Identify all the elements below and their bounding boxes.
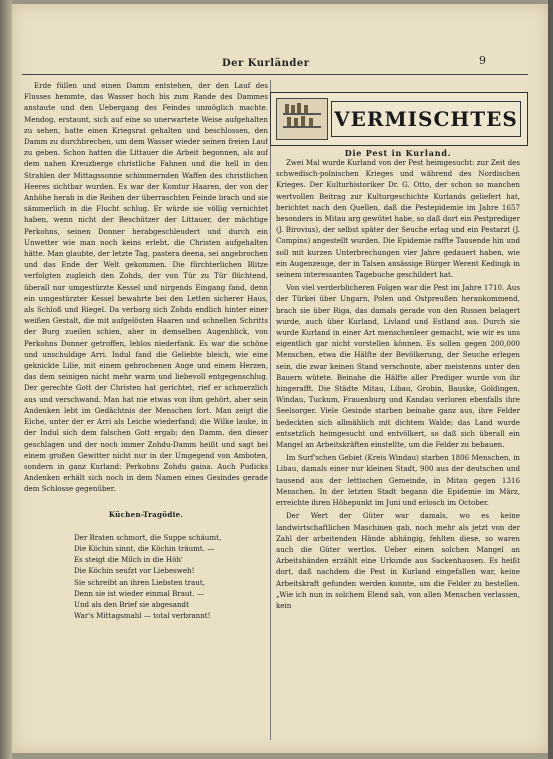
right-paragraph: Von viel verderblicheren Folgen war die Pest im Jahre 1710. Aus der Türkei über Ungarn, Polen und Ostpreußen herankommend, brach sie über Riga, das damals gerade von den Russen belagert wurde, auch über Kurland, Livland und Estland aus. Durch sie wurde Kurland in einer Art menschenleer gemacht, wie wir es uns eigentlich gar nicht vorstellen können. Es sollen gegen 200,000 Menschen, etwa die Hälfte der Bevölkerung, der Seuche erlegen sein, die zwar keinen Stand verschonte, aber meistenns unter den Bauern wütete. Beinahe die Hälfte aller Prediger wurde von ihr hingerafft. Die Städte Mitau, Libau, Grobin, Bauske, Goldingen, Windau, Tuckum, Frauenburg und Kandau verloren ebenfalls ihre Seelsorger. Viele Gesinde starben beinahe ganz aus, ihre Felder bedeckten sich allmählich mit dichtem Walde; das Land wurde entsetzlich heimgesucht und entvölkert, so daß sich überall ein Mangel an Arbeitskräften einstellte, um die Felder zu bebauen. [276,283,520,450]
section-banner-title: VERMISCHTES [331,101,521,137]
right-paragraph: Im Surf'schen Gebiet (Kreis Windau) starben 1806 Menschen, in Libau, damals einer nur kleinen Stadt, 900 aus der deutschen und tausend aus der lettischen Gemeinde, in Mitau gegen 1316 Menschen. In der letzten Stadt begann die Epidemie im März, erreichte ihren Höhepunkt im Juni und erlosch im October. [276,453,520,508]
book-spine-mark [301,116,305,126]
article-title: Die Pest in Kurland. [344,148,452,158]
right-column [276,157,520,740]
poem [24,532,268,622]
right-paragraph: Der Wert der Güter war damals, wo es keine landwirtschaftlichen Maschinen gab, noch mehr als jetzt von der Zahl der arbeitenden Hände abhängig, fehlten diese, so waren auch die Güter wertlos. Ueber einen solchen Mangel an Arbeitshänden erzählt eine Urkunde aus Sackenhausen. Es heißt dort, daß nachdem die Pest in Kurland eingefallen war, keine Arbeitskraft gefunden werden konnte, um die Felder zu bestellen. „Wie ich nun in solchem Elend sah, von allen Menschen verlassen, kein [276,511,520,610]
book-spine-mark [287,117,291,126]
left-column [24,80,268,740]
book-spine-mark [285,104,289,113]
page-header [12,54,548,74]
header-rule [22,74,528,75]
book-spine-mark [304,105,308,113]
header-title: Der Kurländer [222,58,310,69]
section-banner [270,92,528,146]
poem-line: Die Köchin sinnt, die Köchin träumt. — [74,543,215,553]
poem-line: Sie schreibt an ihren Liebsten traut, [74,577,205,587]
bookshelf-illustration [276,98,328,140]
poem-line: Es steigt die Milch in die Höh' [74,555,183,565]
right-paragraph: Zwei Mal wurde Kurland von der Pest heimgesucht: zur Zeit des schwedisch-polnischen Krieges und während des Nordischen Krieges. Der Kulturhistoriker Dr. G. Otto, der schon so manchen wertvollen Beitrag zur Kulturgeschichte Kurlands geliefert hat, berichtet nach den Quellen, daß die Pestepidemie im Jahre 1657 besonders in Mitau arg gewütet habe, so daß dort ein Pestprediger (J. Birovius), der selbst später der Seuche erlag und ein Pestarzt (J. Compins) angestellt wurden. Die Epidemie raffte Tausende hin und soll mit kurzen Unterbrechungen vier Jahre gedauert haben, wie ein Augenzeuge, der in Talsen ansässige Bürger Werent Kedingk in seinem interessanten Tagebuche geschildert hat. [276,158,520,280]
poem-line: Der Braten schmort, die Suppe schäumt, [74,532,222,542]
poem-line: War's Mittagsmahl — total verbrannt! [74,611,211,621]
shelf-line [283,113,321,115]
book-spine-mark [309,118,313,126]
poem-line: Die Köchin seufzt vor Liebesweh! [74,566,195,576]
book-spine [0,0,12,759]
newspaper-page [12,4,548,753]
column-divider [270,80,271,740]
page-number: 9 [479,54,486,67]
book-spine-mark [291,105,295,113]
poem-line: Und als den Brief sie abgesandt [74,599,189,609]
book-spine-mark [294,118,298,126]
book-spine-mark [297,103,301,113]
page-edge [548,0,553,759]
poem-line: Denn sie ist wieder einmal Braut. — [74,588,204,598]
poem-title: Küchen-Tragödie. [108,509,184,519]
shelf-line [283,126,321,128]
left-paragraph: Erde füllen und einen Damm entstehen, der den Lauf des Flusses hemmte, das Wasser hoch bis zum Rande des Dammes anstaute und den Uebergang des Feindes unmöglich machte. Mendog, erstaunt, sich auf eine so unerwartete Weise aufgehalten zu sehen, hatte einen Kriegsrat gehalten und beschlossen, den Damm zu durchbrechen, um dem Wasser wieder seinen freien Lauf zu geben. Schon hatten die Littauer die Arbeit begonnen, als auf dem nahen Kreuzberge christliche Fahnen und die hell in den Strahlen der Mittagssonne schimmernden Waffen des christlichen Heeres sichtbar wurden. Es war der Komtur Haaren, der von der Anhöhe herab in die Reihen der überraschten Feinde brach und sie sämmerlich in die Flucht schlug. Er würde sie völlig vernichtet haben, wenn nicht der Beschützer der Littauer, der mächtige Perkohns, seinen Donner herabgeschleudert und durch ein Unwetter wie man noch keins erlebt, die Christen aufgehalten hätte. Man glaubte, der letzte Tag, pastera deena, sei angebrochen und das Ende der Welt gekommen. Die fürchterlichen Blitze verfolgten zugleich den Zohds, der von Tür zu Tür flüchtend, überall nur umgestürzte Kessel und nirgends Eingang fand, denn ein umgestürzter Kessel bewahrte bei den Letten sicherer Haus, als Schloß und Riegel. Da verbarg sich Zohds endlich hinter einer weißen Gestalt, die mit aufgelösten Haaren und schnellen Schritts der Burg zueilen schien, aber in demselben Augenblick, von Perkohns Donner getroffen, leblos niederfank. Es war die schöne und unschuldige Arri. Indul fand die Geliebte bleich, wie eine geknickte Lilie, mit einem gebrochenen Auge und einem Herzen, das dem seinigen nicht mehr warm und liebevoll entgegenschlug. Der gerechte Gott der Christen hat gerichtet, rief er schmerzlich aus und verschwand. Man hat nie etwas von ihm gehört, aber sein Andenken lebt im Gedächtnis der Menschen fort. Man zeigt die Eiche, unter der er Arri als Leiche wiederfand; die Wilke lauke, in der Indul sich dem falschen Gott ergab; den Damm, den dieser geschlagen und der noch immer Zohdu-Damm heißt und sagt bei einem großen Gewitter nicht nur in der Umgegend von Amboten, sondern in ganz Kurland: Perkohns Zohdu gaina. Auch Pudicks Andenken erhält sich noch in dem Namen eines Gesindes gerade dem Schlosse gegenüber. [24,81,268,494]
